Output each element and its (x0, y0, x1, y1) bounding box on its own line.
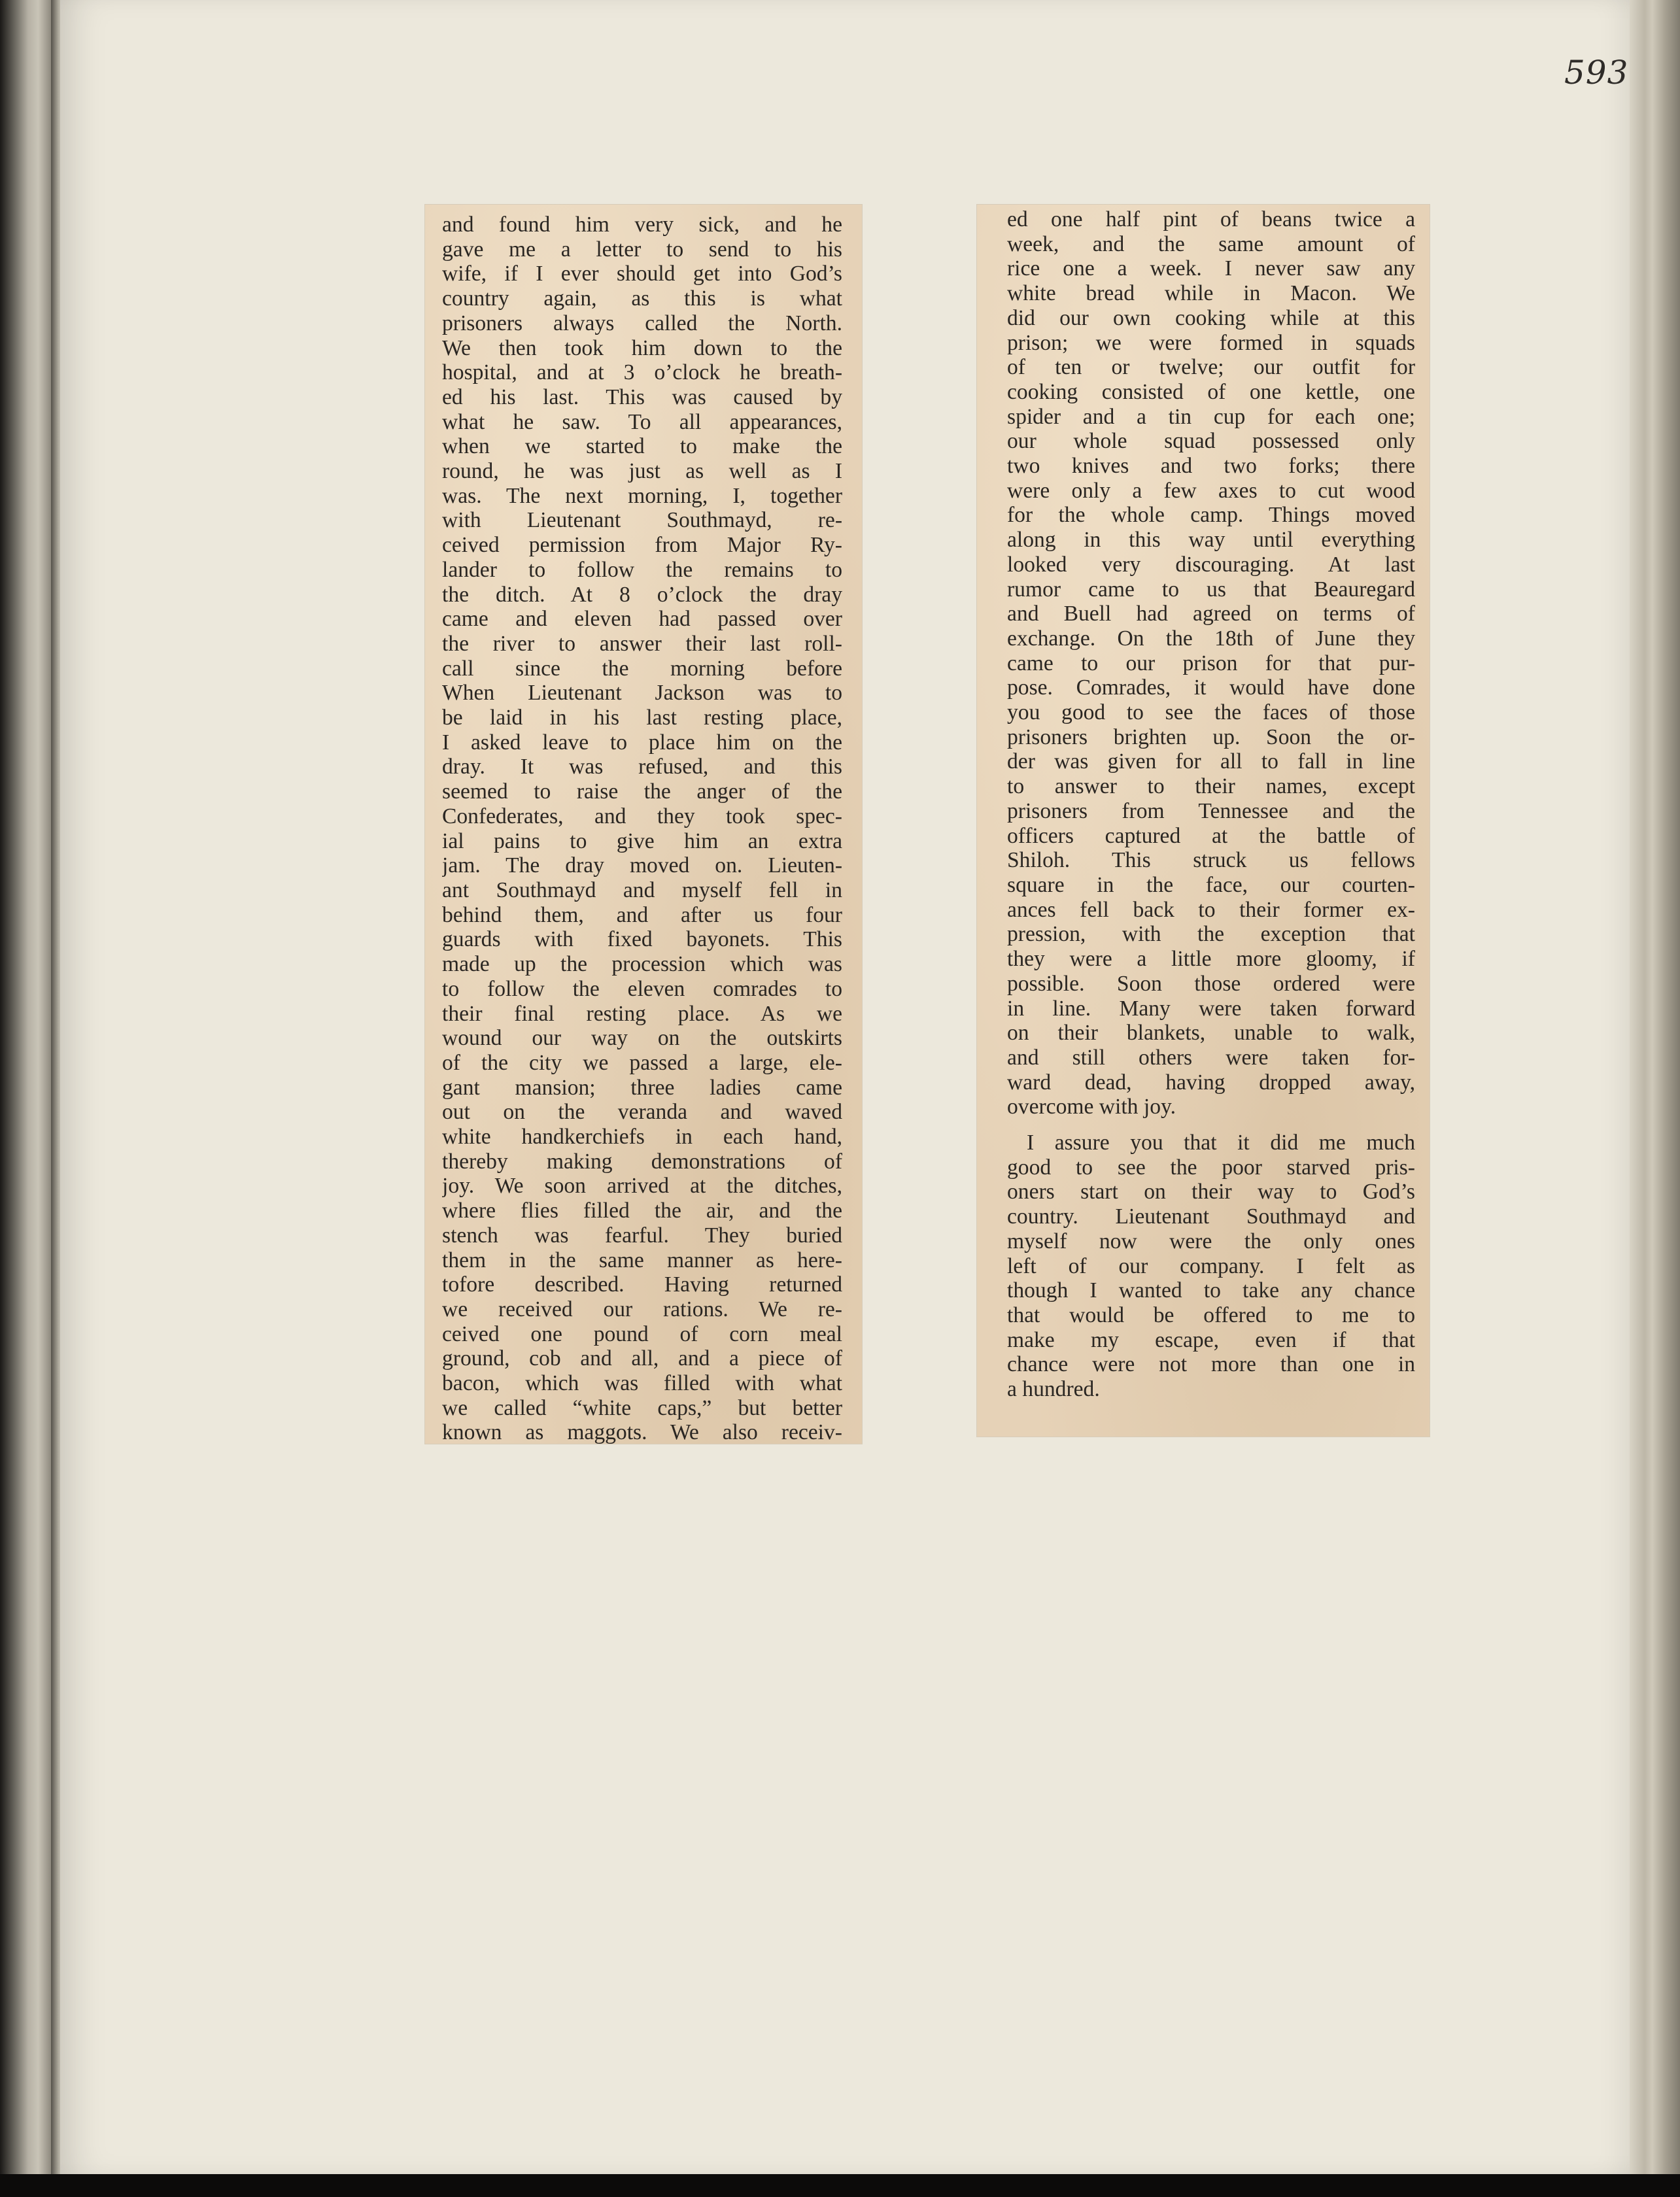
text-line: to answer to their names, except (1007, 774, 1415, 799)
text-line: along in this way until everything (1007, 528, 1415, 553)
text-line: did our own cooking while at this (1007, 305, 1415, 330)
facing-page-edge (0, 0, 51, 2197)
text-line: thereby making demonstrations of (442, 1149, 842, 1174)
text-line: ground, cob and all, and a piece of (442, 1346, 842, 1371)
text-line: were only a few axes to cut wood (1007, 478, 1415, 503)
text-line: wound our way on the outskirts (442, 1026, 842, 1051)
text-line: ant Southmayd and myself fell in (442, 877, 842, 902)
text-line: gave me a letter to send to his (442, 237, 842, 262)
text-line: for the whole camp. Things moved (1007, 503, 1415, 528)
text-line: our whole squad possessed only (1007, 429, 1415, 454)
text-line: When Lieutenant Jackson was to (442, 681, 842, 706)
text-line: white handkerchiefs in each hand, (442, 1125, 842, 1150)
text-line: left of our company. I felt as (1007, 1253, 1415, 1278)
text-line: prisoners brighten up. Soon the or- (1007, 724, 1415, 749)
text-line: guards with fixed bayonets. This (442, 927, 842, 952)
text-line: officers captured at the battle of (1007, 823, 1415, 848)
text-line: good to see the poor starved pris- (1007, 1155, 1415, 1180)
text-line: the river to answer their last roll- (442, 631, 842, 656)
scan-background (0, 2174, 1680, 2197)
text-line: you good to see the faces of those (1007, 700, 1415, 725)
text-line: round, he was just as well as I (442, 459, 842, 484)
text-line: pression, with the exception that (1007, 922, 1415, 947)
text-line: possible. Soon those ordered were (1007, 971, 1415, 996)
text-line: to follow the eleven comrades to (442, 976, 842, 1001)
text-line: prisoners from Tennessee and the (1007, 798, 1415, 823)
text-line: country again, as this is what (442, 286, 842, 311)
text-line: made up the procession which was (442, 952, 842, 977)
newspaper-clipping-left (425, 205, 862, 1444)
text-line: I assure you that it did me much (1027, 1131, 1415, 1155)
text-line: of the city we passed a large, ele- (442, 1050, 842, 1075)
page-number: 593 (1564, 54, 1629, 92)
text-line: dray. It was refused, and this (442, 755, 842, 779)
text-line: make my escape, even if that (1007, 1327, 1415, 1352)
text-line: ceived one pound of corn meal (442, 1321, 842, 1346)
text-line: country. Lieutenant Southmayd and (1007, 1204, 1415, 1229)
text-line: ances fell back to their former ex- (1007, 897, 1415, 922)
text-line: myself now were the only ones (1007, 1229, 1415, 1253)
text-line: gant mansion; three ladies came (442, 1075, 842, 1100)
text-line: their final resting place. As we (442, 1001, 842, 1026)
text-line: prisoners always called the North. (442, 311, 842, 335)
text-line: oners start on their way to God’s (1007, 1180, 1415, 1204)
text-line: we called “white caps,” but better (442, 1395, 842, 1420)
text-line: with Lieutenant Southmayd, re- (442, 508, 842, 533)
text-line: cooking consisted of one kettle, one (1007, 379, 1415, 404)
text-line: prison; we were formed in squads (1007, 330, 1415, 355)
text-line: spider and a tin cup for each one; (1007, 404, 1415, 429)
page-stack-edge (1630, 0, 1680, 2174)
text-line: bacon, which was filled with what (442, 1371, 842, 1396)
text-line: exchange. On the 18th of June they (1007, 626, 1415, 651)
text-line: that would be offered to me to (1007, 1303, 1415, 1327)
text-line: white bread while in Macon. We (1007, 281, 1415, 306)
text-line: Shiloh. This struck us fellows (1007, 848, 1415, 873)
text-line: looked very discouraging. At last (1007, 552, 1415, 577)
text-line: seemed to raise the anger of the (442, 779, 842, 804)
clipping-right-paragraph-1 (1007, 207, 1415, 1119)
text-line: rumor came to us that Beauregard (1007, 577, 1415, 602)
text-line: square in the face, our courten- (1007, 872, 1415, 897)
text-line: rice one a week. I never saw any (1007, 256, 1415, 281)
text-line: and still others were taken for- (1007, 1045, 1415, 1070)
paragraph-gap (1007, 1119, 1415, 1131)
clipping-left-text (442, 213, 842, 1445)
text-line: ceived permission from Major Ry- (442, 533, 842, 558)
text-line: call since the morning before (442, 656, 842, 681)
text-line: when we started to make the (442, 434, 842, 459)
text-line: hospital, and at 3 o’clock he breath- (442, 360, 842, 385)
text-line: We then took him down to the (442, 335, 842, 360)
text-line: ial pains to give him an extra (442, 828, 842, 853)
text-line: and found him very sick, and he (442, 213, 842, 237)
text-line: a hundred. (1007, 1377, 1100, 1402)
text-line: came and eleven had passed over (442, 607, 842, 632)
text-line: ward dead, having dropped away, (1007, 1070, 1415, 1095)
text-line: though I wanted to take any chance (1007, 1278, 1415, 1303)
text-line: joy. We soon arrived at the ditches, (442, 1174, 842, 1199)
text-line: be laid in his last resting place, (442, 706, 842, 730)
text-line: wife, if I ever should get into God’s (442, 262, 842, 286)
text-line: tofore described. Having returned (442, 1272, 842, 1297)
text-line: them in the same manner as here- (442, 1248, 842, 1272)
text-line: week, and the same amount of (1007, 231, 1415, 256)
text-line: Confederates, and they took spec- (442, 804, 842, 828)
text-line: came to our prison for that pur- (1007, 651, 1415, 675)
text-line: on their blankets, unable to walk, (1007, 1021, 1415, 1046)
newspaper-clipping-right (977, 205, 1430, 1437)
text-line: and Buell had agreed on terms of (1007, 602, 1415, 626)
text-line: in line. Many were taken forward (1007, 996, 1415, 1021)
text-line: known as maggots. We also receiv- (442, 1420, 842, 1445)
text-line: where flies filled the air, and the (442, 1199, 842, 1223)
text-line: they were a little more gloomy, if (1007, 947, 1415, 972)
text-line: der was given for all to fall in line (1007, 749, 1415, 774)
text-line: two knives and two forks; there (1007, 454, 1415, 479)
text-line: we received our rations. We re- (442, 1297, 842, 1321)
text-line: of ten or twelve; our outfit for (1007, 355, 1415, 380)
text-line: ed one half pint of beans twice a (1007, 207, 1415, 231)
text-line: stench was fearful. They buried (442, 1223, 842, 1248)
text-line: overcome with joy. (1007, 1095, 1176, 1119)
text-line: ed his last. This was caused by (442, 384, 842, 409)
text-line: chance were not more than one in (1007, 1352, 1415, 1377)
text-line: jam. The dray moved on. Lieuten- (442, 853, 842, 878)
text-line: out on the veranda and waved (442, 1100, 842, 1125)
text-line: pose. Comrades, it would have done (1007, 675, 1415, 700)
text-line: was. The next morning, I, together (442, 483, 842, 508)
clipping-right-paragraph-2 (1007, 1131, 1415, 1402)
text-line: the ditch. At 8 o’clock the dray (442, 582, 842, 607)
text-line: lander to follow the remains to (442, 557, 842, 582)
text-line: what he saw. To all appearances, (442, 409, 842, 434)
text-line: I asked leave to place him on the (442, 730, 842, 755)
text-line: behind them, and after us four (442, 902, 842, 927)
